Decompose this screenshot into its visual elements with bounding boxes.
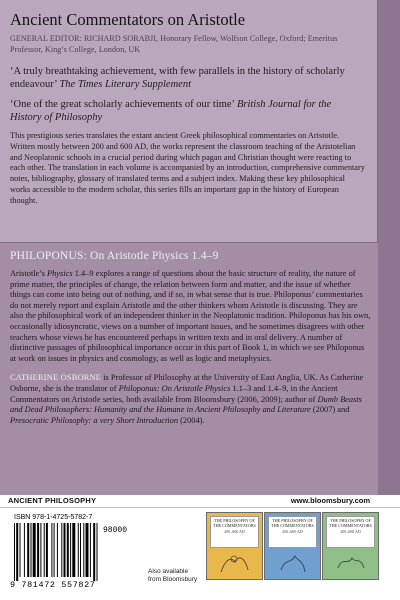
barcode-bar — [33, 523, 36, 577]
barcode-bar — [46, 523, 48, 577]
barcode-bar — [51, 523, 52, 577]
barcode-bar — [86, 523, 89, 577]
barcode-bar — [80, 523, 81, 577]
barcode-bar — [37, 523, 39, 577]
barcode-bar — [61, 523, 62, 577]
also-available-label: Also available from Bloomsbury — [148, 568, 198, 583]
barcode-bar — [93, 523, 95, 581]
barcode-bar — [14, 523, 15, 581]
related-book-dates: 200–600 AD — [224, 529, 245, 535]
quote-source-1: The Times Literary Supplement — [59, 79, 192, 90]
barcode-bar — [67, 523, 69, 577]
author-name: CATHERINE OSBORNE — [10, 373, 102, 383]
author-bio: CATHERINE OSBORNE is Professor of Philosophy at the University of East Anglia, UK. As Catherine Osborne, she is the translator of Philoponus: On Aristotle Physics 1.1–3 and 1.4–9, in the Ancient Commentators on Aristotle series, both available from Bloomsbury (2006, 2009); author of Dumb Beasts and Dead Philosophers: Humanity and the Humane in Ancient Philosophy and Literature (2007) and Presocratic Philosophy: a very Short Introduction (2004). — [10, 373, 364, 425]
related-book-dates: 200–600 AD — [340, 529, 361, 535]
series-panel — [0, 0, 378, 243]
related-book-1[interactable] — [206, 512, 263, 580]
general-editor: GENERAL EDITOR: RICHARD SORABJI, Honorary Fellow, Wolfson College, Oxford; Emeritus Professor, King’s College, London, UK — [10, 34, 338, 54]
footer-bar — [0, 495, 400, 600]
price-code: 98000 — [103, 526, 128, 535]
cover-illustration-icon — [333, 550, 368, 576]
related-book-dates: 200–600 AD — [282, 529, 303, 535]
barcode-bar — [78, 523, 79, 577]
cover-illustration-icon — [217, 550, 252, 576]
related-book-title: THE PHILOSOPHY OF THE COMMENTATORS — [329, 518, 372, 528]
isbn-label: ISBN 978-1-4725-5782-7 — [14, 514, 93, 521]
category-row — [0, 495, 400, 508]
quote-source-2: British Journal for the History of Philosophy — [10, 99, 332, 123]
barcode-bar — [54, 523, 55, 577]
barcode-bar — [90, 523, 91, 577]
cover-illustration-icon — [275, 550, 310, 576]
book-title: PHILOPONUS: On Aristotle Physics 1.4–9 — [10, 250, 219, 262]
related-book-title: THE PHILOSOPHY OF THE COMMENTATORS — [213, 518, 256, 528]
book-blurb — [10, 250, 372, 426]
book-description: Aristotle’s Physics 1.4–9 explores a range of questions about the basic structure of reality, the nature of prime matter, the principles of change, the relation between form and matter, and the issue of whether things can come into being out of nothing, and if so, in what sense that is true. Philoponus’ commentaries do not merely report and explain Aristotle and the other thinkers whom Aristotle is discussing. They are also the philosophical work of an independent thinker in the Neoplatonic tradition. Philoponus has his own, occasionally idiosyncratic, views on a number of important issues, and he sometimes disagrees with other teachers whose views he has encountered perhaps in written texts and in oral delivery. A number of distinctive passages of philosophical importance occur in this part of Book 1, in which we see Philoponus at work on issues in physics and cosmology, as well as logic and metaphysics. — [10, 269, 371, 363]
related-book-2[interactable] — [264, 512, 321, 580]
series-description: This prestigious series translates the extant ancient Greek philosophical commentaries on Aristotle. Written mostly between 200 and 600 AD, the works represent the classroom teaching of the Aristotelian and Neoplatonic schools in a crucial period during which pagan and Christian thought were reacting to each other. The translation in each volume is accompanied by an introduction, comprehensive commentary notes, bibliography, glossary of translated terms and a subject index. Making these key philosophical works accessible to the modern scholar, this series fills an important gap in the history of European thought. — [10, 131, 365, 205]
barcode-digits: 9 781472 557827 — [10, 580, 96, 590]
barcode-bar — [20, 523, 21, 577]
barcode-bar — [27, 523, 29, 577]
barcode-bar — [57, 523, 58, 577]
barcode-bar — [44, 523, 45, 577]
related-book-title: THE PHILOSOPHY OF THE COMMENTATORS — [271, 518, 314, 528]
barcode-bar — [16, 523, 18, 581]
barcode-bar — [64, 523, 66, 577]
review-quote-2: ‘One of the great scholarly achievements of our time’ British Journal for the History of Philosophy — [10, 99, 332, 123]
barcode-bar — [72, 523, 75, 577]
website-link[interactable]: www.bloomsbury.com — [290, 496, 370, 505]
barcode-bar — [31, 523, 32, 577]
review-quote-1: ‘A truly breathtaking achievement, with few parallels in the history of scholarly endeavour’ The Times Literary Supplement — [10, 66, 345, 90]
related-book-3[interactable] — [322, 512, 379, 580]
barcode-bar — [70, 523, 71, 577]
series-title: Ancient Commentators on Aristotle — [10, 10, 246, 29]
category-label: ANCIENT PHILOSOPHY — [8, 496, 97, 505]
barcode-bar — [40, 523, 41, 577]
barcode-bar — [24, 523, 25, 577]
barcode-bar — [83, 523, 84, 577]
barcode-bar — [97, 523, 98, 581]
